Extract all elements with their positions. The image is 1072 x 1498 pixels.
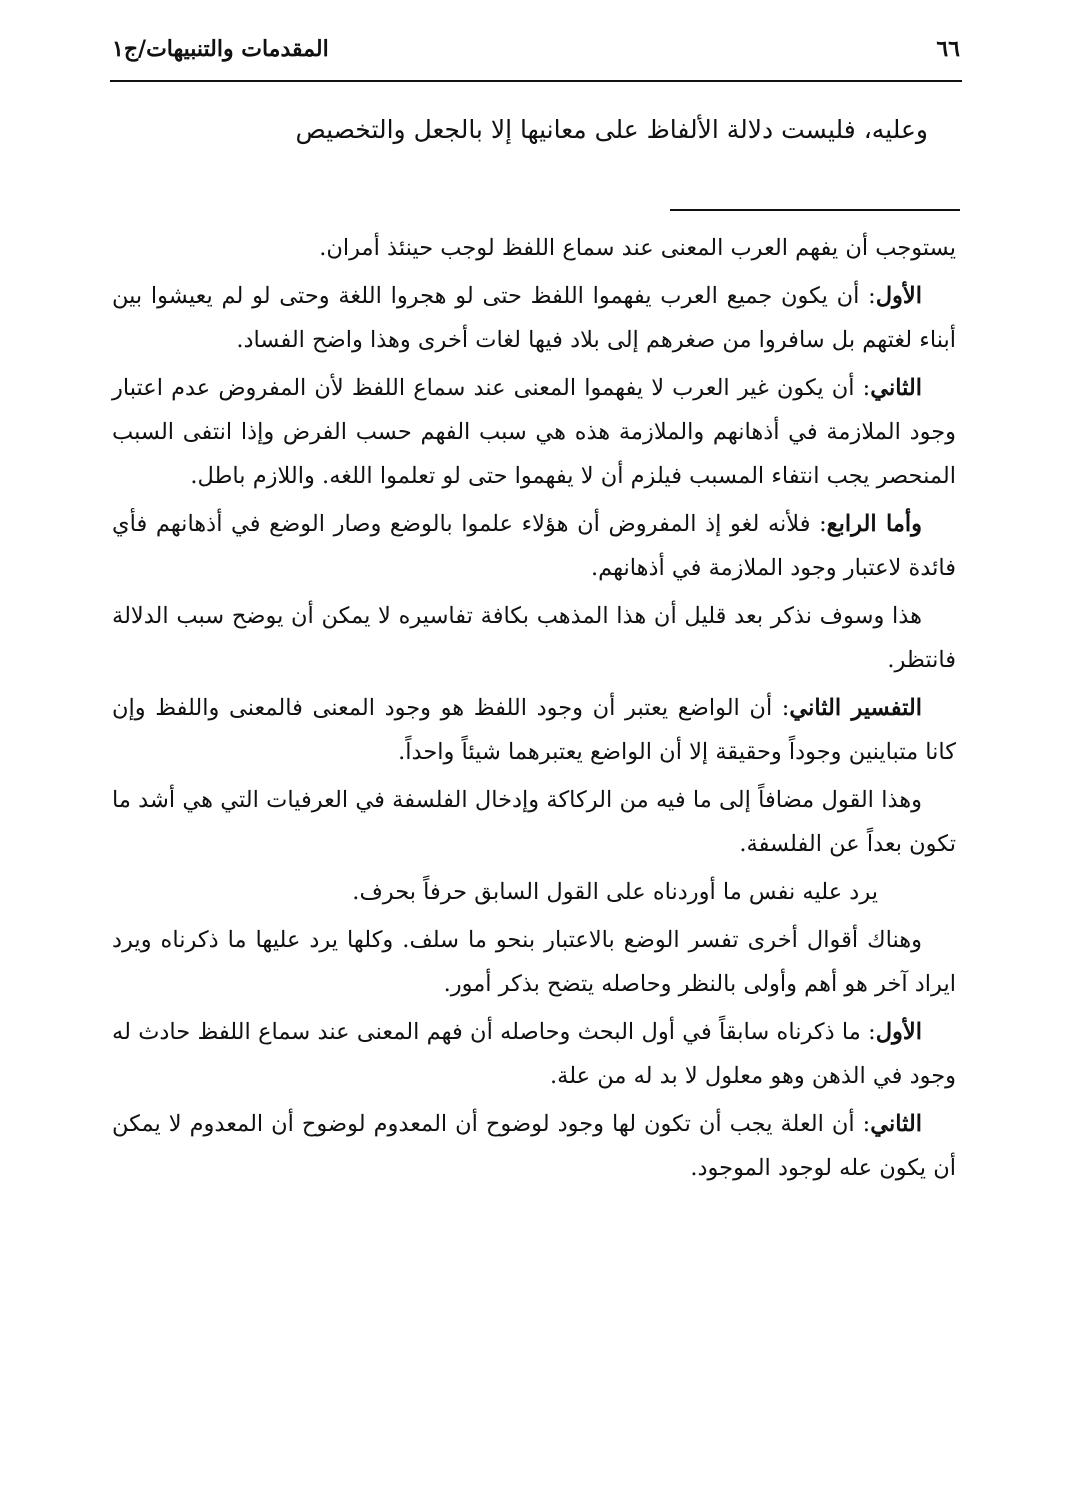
paragraph-lead: وأما الرابع (826, 511, 922, 537)
paragraph: وأما الرابع: فلأنه لغو إذ المفروض أن هؤلاء علموا بالوضع وصار الوضع في أذهانهم فأي فائدة لاعتبار وجود الملازمة في أذهانهم. (112, 511, 956, 581)
running-header-title: المقدمات والتنبيهات/ج١ (112, 36, 329, 62)
paragraph: الأول: ما ذكرناه سابقاً في أول البحث وحاصله أن فهم المعنى عند سماع اللفظ حادث له وجود في الذهن وهو معلول لا بد له من علة. (112, 1019, 956, 1089)
paragraph: وهناك أقوال أخرى تفسر الوضع بالاعتبار بنحو ما سلف. وكلها يرد عليها ما ذكرناه ويرد ايراد آخر هو أهم وأولى بالنظر وحاصله يتضح بذكر أمور. (112, 927, 956, 997)
paragraph-lead: التفسير الثاني (789, 695, 922, 721)
paragraph: الثاني: أن العلة يجب أن تكون لها وجود لوضوح أن المعدوم لوضوح أن المعدوم لا يمكن أن يكون عله لوجود الموجود. (112, 1111, 956, 1181)
paragraph-lead: الثاني (870, 375, 922, 401)
paragraph: هذا وسوف نذكر بعد قليل أن هذا المذهب بكافة تفاسيره لا يمكن أن يوضح سبب الدلالة فانتظر. (112, 603, 956, 673)
paragraph-lead: الثاني (870, 1111, 922, 1137)
page-number: ٦٦ (936, 36, 960, 62)
header-rule (110, 80, 962, 82)
paragraph-lead: الأول (875, 283, 922, 309)
paragraph-lead: الأول (875, 1019, 922, 1045)
paragraph: يستوجب أن يفهم العرب المعنى عند سماع اللفظ لوجب حينئذ أمران. (319, 235, 956, 261)
paragraph: يرد عليه نفس ما أوردناه على القول السابق حرفاً بحرف. (352, 879, 878, 905)
paragraph: وهذا القول مضافاً إلى ما فيه من الركاكة وإدخال الفلسفة في العرفيات التي هي أشد ما تكون بعداً عن الفلسفة. (112, 787, 956, 857)
paragraph: التفسير الثاني: أن الواضع يعتبر أن وجود اللفظ هو وجود المعنى فالمعنى واللفظ وإن كانا متباينين وجوداً وحقيقة إلا أن الواضع يعتبرهما شيئاً واحداً. (112, 695, 956, 765)
footnote-body (112, 226, 956, 1194)
paragraph: الثاني: أن يكون غير العرب لا يفهموا المعنى عند سماع اللفظ لأن المفروض عدم اعتبار وجود الملازمة في أذهانهم والملازمة هذه هي سبب الفهم حسب الفرض وإذا انتفى السبب المنحصر يجب انتفاء المسبب فيلزم أن لا يفهموا حتى لو تعلموا اللغه. واللازم باطل. (112, 375, 956, 489)
paragraph: الأول: أن يكون جميع العرب يفهموا اللفظ حتى لو هجروا اللغة وحتى لو لم يعيشوا بين أبناء لغتهم بل سافروا من صغرهم إلى بلاد فيها لغات أخرى وهذا واضح الفساد. (112, 283, 956, 353)
footnote-separator (670, 209, 960, 211)
main-text-line: وعليه، فليست دلالة الألفاظ على معانيها إلا بالجعل والتخصيص (295, 115, 928, 144)
